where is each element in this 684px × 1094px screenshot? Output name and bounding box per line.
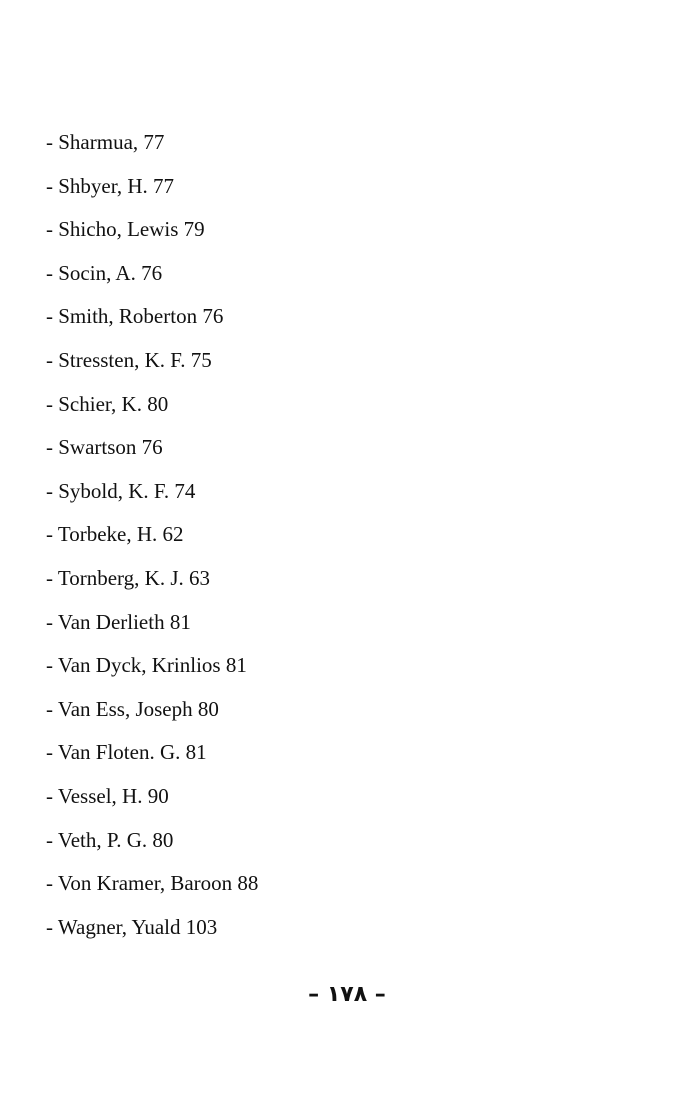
index-entry: - Socin, A. 76	[46, 260, 163, 285]
index-entry: - Shbyer, H. 77	[46, 173, 175, 198]
index-entry: - Tornberg, K. J. 63	[46, 565, 210, 590]
index-entry: - Vessel, H. 90	[46, 783, 169, 808]
index-entry: - Van Floten. G. 81	[46, 740, 207, 765]
index-entry: - Von Kramer, Baroon 88	[46, 871, 259, 896]
index-entry: - Van Ess, Joseph 80	[46, 696, 219, 721]
index-entry: - Sharmua, 77	[46, 130, 165, 154]
index-entry: - Van Dyck, Krinlios 81	[46, 653, 247, 678]
index-entry: - Stressten, K. F. 75	[46, 347, 212, 372]
index-entry: - Sybold, K. F. 74	[46, 478, 196, 503]
index-entry: - Schier, K. 80	[46, 391, 169, 416]
index-entry: - Torbeke, H. 62	[46, 522, 184, 547]
index-list	[46, 128, 258, 956]
index-entry: - Van Derlieth 81	[46, 609, 191, 634]
index-entry: - Wagner, Yuald 103	[46, 914, 218, 939]
index-entry: - Smith, Roberton 76	[46, 304, 224, 329]
index-entry: - Shicho, Lewis 79	[46, 217, 205, 242]
page-number: – ١٧٨ –	[308, 982, 386, 1007]
index-entry: - Veth, P. G. 80	[46, 827, 174, 852]
index-entry: - Swartson 76	[46, 435, 163, 460]
